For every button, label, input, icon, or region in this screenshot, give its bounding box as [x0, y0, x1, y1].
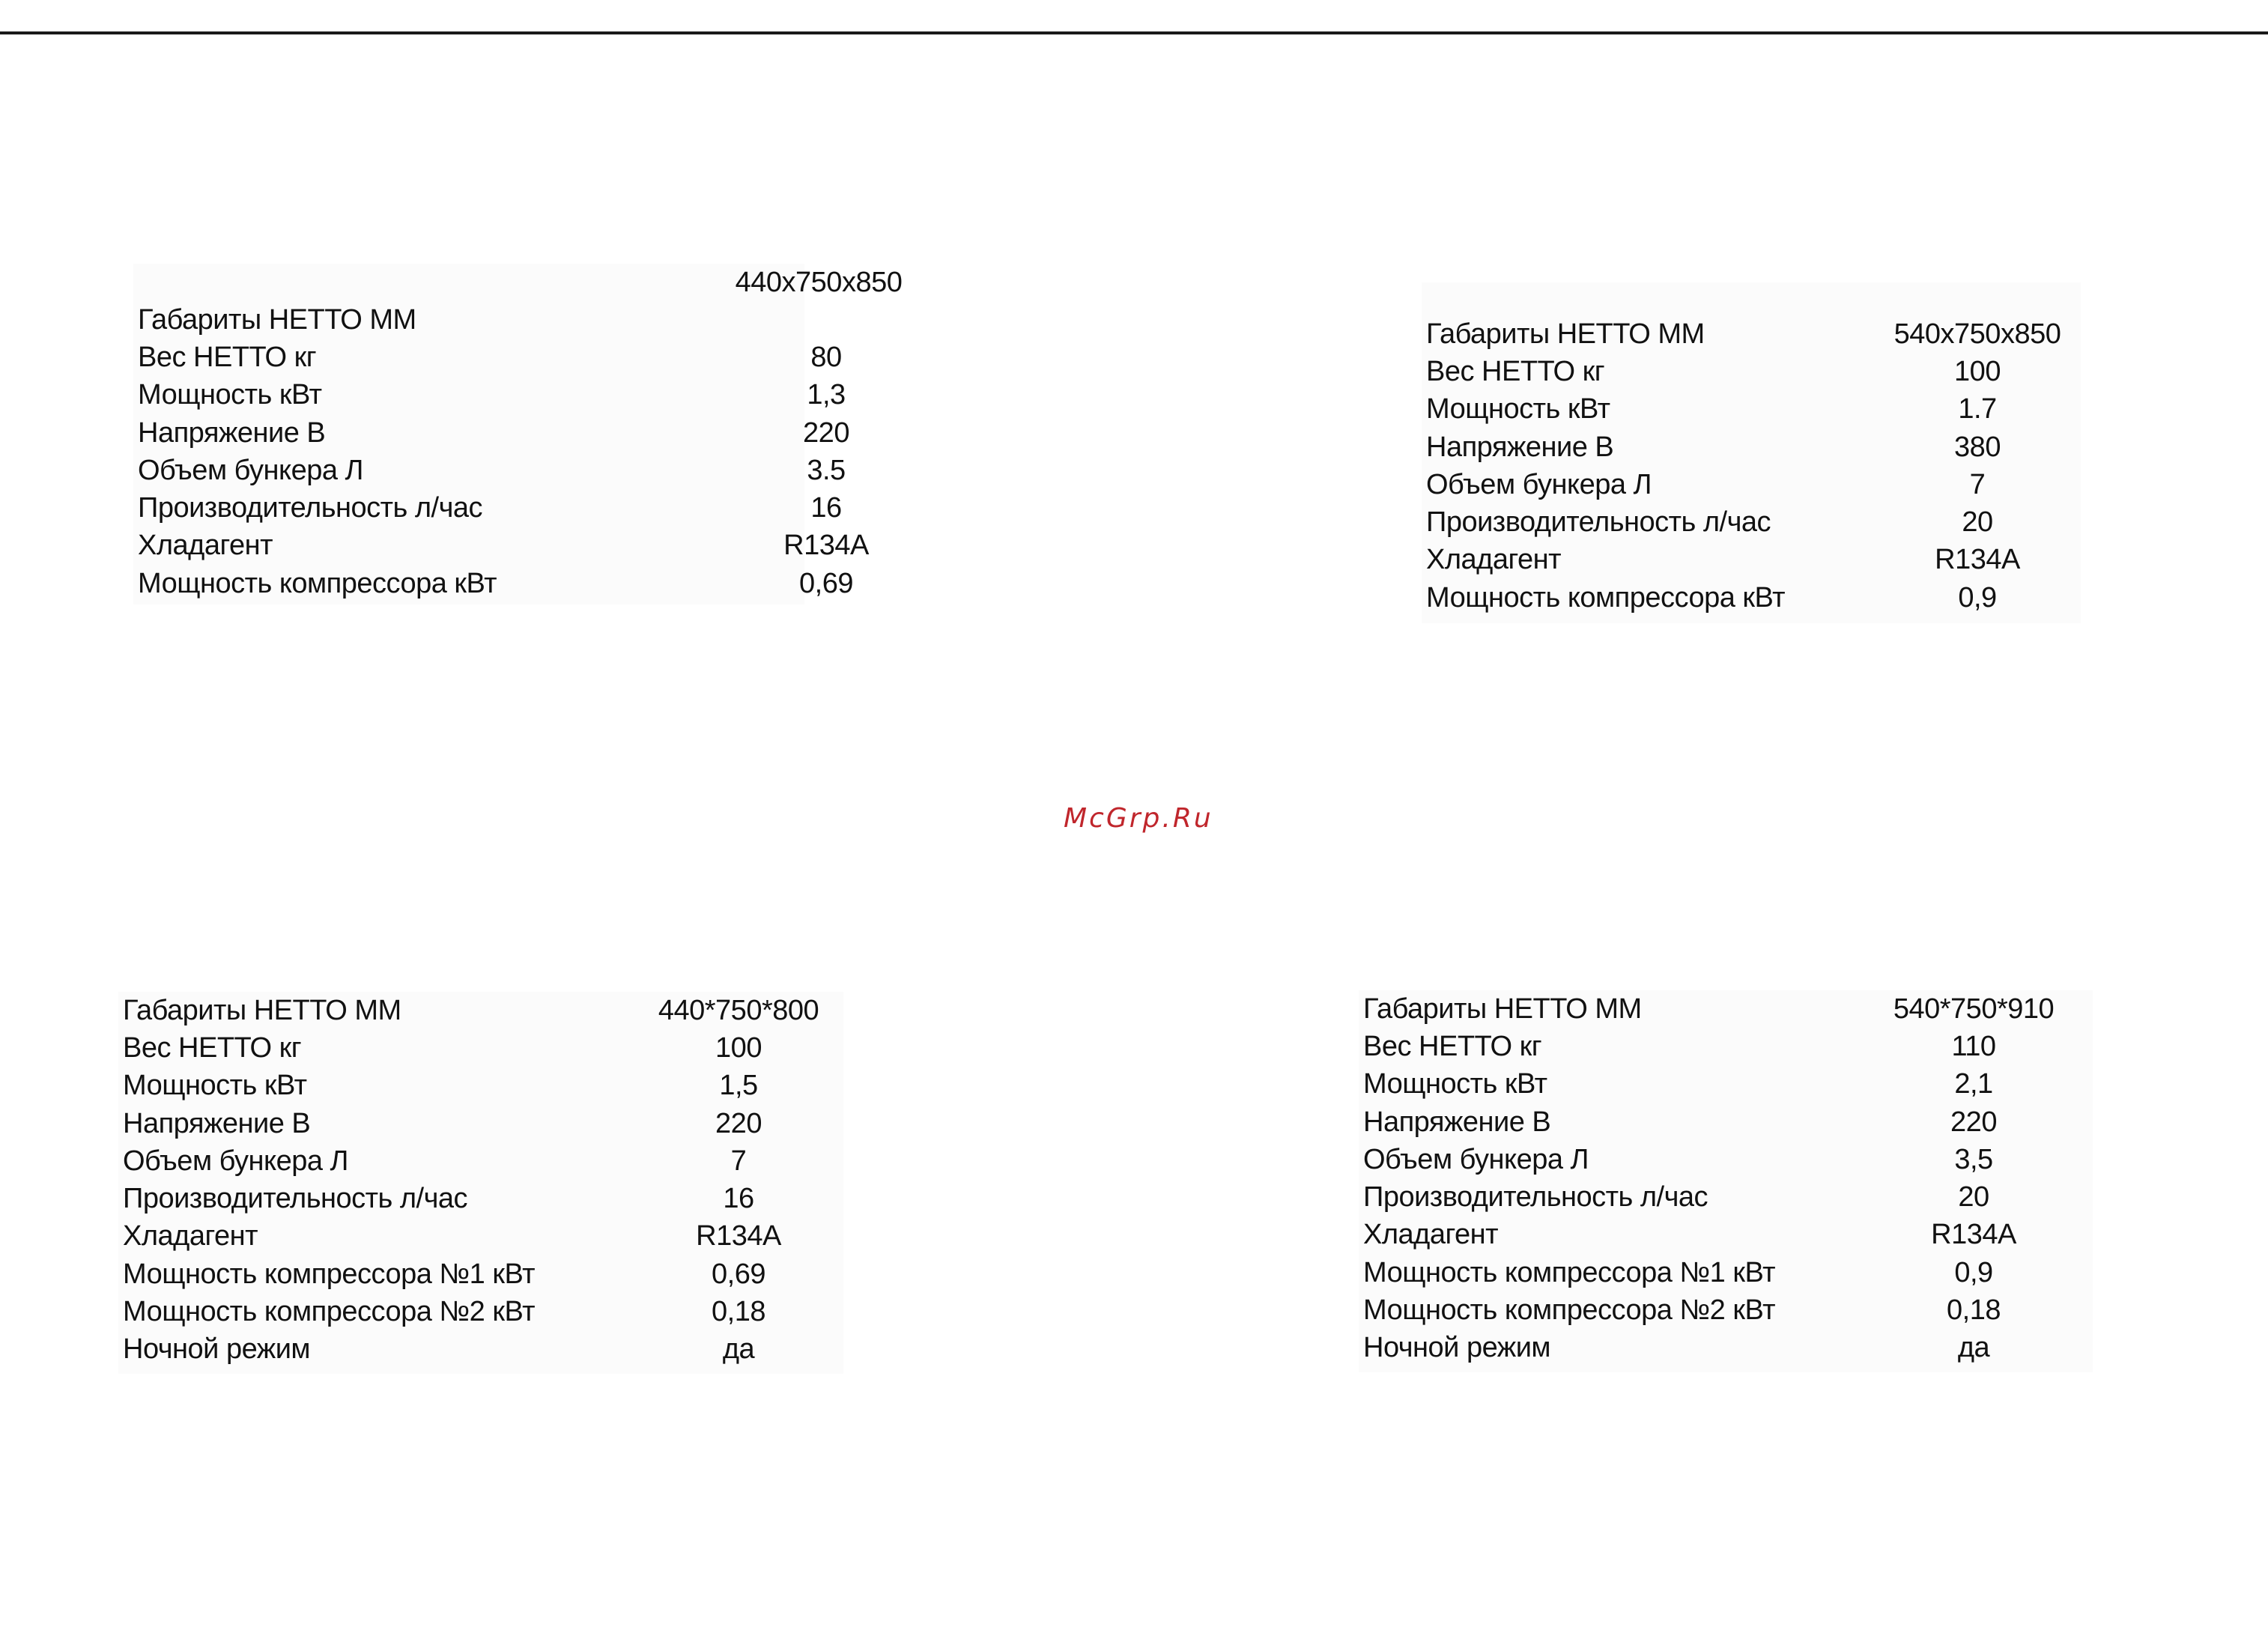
row-value: 110: [1951, 1030, 1996, 1062]
table-row: [1363, 1217, 2067, 1254]
watermark: McGrp.Ru: [1064, 803, 1213, 834]
table-2-rows: [1426, 315, 2069, 616]
spec-table-2: [1422, 282, 2081, 623]
table-row: [138, 527, 1055, 565]
row-label: Мощность компрессора №2 кВт: [123, 1296, 535, 1328]
row-value: 1.7: [1958, 393, 1997, 425]
table-row: [1426, 579, 2069, 616]
row-label: Вес НЕТТО кг: [1426, 355, 1605, 387]
table-row: [1363, 990, 2067, 1028]
spec-table-3: [118, 992, 843, 1374]
table-row: [1363, 1254, 2067, 1291]
row-value: 0,69: [712, 1258, 765, 1290]
row-label: Напряжение В: [138, 416, 326, 449]
spec-table-1: [133, 264, 903, 605]
row-value: 2,1: [1954, 1068, 1993, 1100]
row-label: Хладагент: [1363, 1219, 1499, 1251]
row-label: Хладагент: [1426, 544, 1562, 576]
table-row: [1426, 315, 2069, 353]
table-row: [138, 565, 1055, 602]
row-value: 380: [1954, 431, 2001, 463]
table-row: [1426, 428, 2069, 466]
table-1-heading-value: 440x750x850: [735, 267, 903, 298]
row-label: Ночной режим: [1363, 1332, 1551, 1364]
row-label: Объем бункера Л: [1363, 1143, 1589, 1175]
table-1-rows: [138, 301, 1055, 602]
table-row: [1426, 503, 2069, 541]
row-value: 220: [1950, 1106, 1997, 1138]
row-label: Габариты НЕТТО ММ: [1426, 318, 1705, 350]
row-value: 100: [715, 1031, 762, 1064]
table-row: [1363, 1330, 2067, 1367]
row-value: 0,18: [1947, 1294, 2001, 1327]
row-label: Вес НЕТТО кг: [123, 1031, 302, 1064]
table-row: [138, 489, 1055, 527]
row-value: 440*750*800: [658, 994, 819, 1026]
row-value: 7: [730, 1145, 747, 1177]
row-label: Хладагент: [123, 1220, 258, 1252]
table-row: [123, 992, 837, 1029]
row-label: Мощность кВт: [1363, 1068, 1547, 1100]
row-label: Производительность л/час: [1426, 506, 1771, 539]
row-value: 80: [810, 341, 842, 373]
table-row: [138, 301, 1055, 339]
row-value: 16: [723, 1183, 754, 1215]
row-label: Объем бункера Л: [123, 1145, 348, 1177]
table-row: [1426, 391, 2069, 428]
row-value: R134A: [1931, 1219, 2016, 1251]
row-value: да: [1957, 1332, 1990, 1364]
table-row: [123, 1067, 837, 1105]
row-label: Производительность л/час: [1363, 1181, 1708, 1214]
table-3-rows: [123, 992, 837, 1369]
table-row: [138, 414, 1055, 452]
row-label: Объем бункера Л: [138, 454, 363, 486]
spec-table-4: [1359, 990, 2093, 1372]
row-label: Мощность компрессора №1 кВт: [123, 1258, 535, 1290]
table-row: [1363, 1066, 2067, 1103]
table-row: [1426, 353, 2069, 390]
row-label: Мощность компрессора №1 кВт: [1363, 1256, 1775, 1288]
table-row: [1363, 1141, 2067, 1178]
row-value: 540*750*910: [1893, 993, 2055, 1025]
row-label: Напряжение В: [1426, 431, 1614, 463]
row-label: Производительность л/час: [138, 492, 483, 524]
row-value: 16: [810, 492, 842, 524]
row-label: Мощность компрессора кВт: [138, 567, 497, 599]
row-value: 220: [715, 1107, 762, 1139]
row-label: Напряжение В: [123, 1107, 311, 1139]
table-row: [123, 1218, 837, 1255]
table-row: [1363, 1291, 2067, 1329]
row-label: Мощность кВт: [1426, 393, 1610, 425]
row-value: 1,5: [719, 1070, 758, 1102]
table-4-rows: [1363, 990, 2067, 1367]
row-value: 0,18: [712, 1296, 765, 1328]
table-row: [123, 1029, 837, 1067]
row-label: Мощность компрессора кВт: [1426, 581, 1786, 614]
table-row: [123, 1293, 837, 1330]
row-label: Габариты НЕТТО ММ: [1363, 993, 1642, 1025]
top-rule: [0, 31, 2268, 34]
table-row: [123, 1255, 837, 1293]
row-value: 220: [803, 416, 849, 449]
row-label: Габариты НЕТТО ММ: [123, 994, 401, 1026]
table-row: [123, 1331, 837, 1369]
row-value: 540x750x850: [1893, 318, 2061, 350]
row-value: 0,69: [799, 567, 853, 599]
table-row: [1363, 1028, 2067, 1065]
row-value: 7: [1969, 468, 1986, 500]
row-label: Вес НЕТТО кг: [138, 341, 317, 373]
table-row: [123, 1180, 837, 1217]
table-row: [1426, 466, 2069, 503]
row-label: Мощность кВт: [138, 379, 322, 411]
row-label: Габариты НЕТТО ММ: [138, 303, 416, 336]
table-row: [1426, 542, 2069, 579]
row-value: 100: [1954, 355, 2001, 387]
table-row: [1363, 1178, 2067, 1216]
row-label: Хладагент: [138, 530, 273, 562]
table-row: [1363, 1103, 2067, 1141]
row-value: 20: [1962, 506, 1993, 539]
row-label: Мощность компрессора №2 кВт: [1363, 1294, 1775, 1327]
row-label: Объем бункера Л: [1426, 468, 1652, 500]
row-value: 20: [1958, 1181, 1989, 1214]
row-value: 0,9: [1954, 1256, 1993, 1288]
table-row: [123, 1105, 837, 1142]
table-row: [138, 452, 1055, 489]
row-value: 0,9: [1958, 581, 1997, 614]
row-label: Ночной режим: [123, 1333, 311, 1366]
table-row: [138, 339, 1055, 376]
row-value: R134A: [783, 530, 869, 562]
row-value: R134A: [1935, 544, 2020, 576]
table-row: [123, 1142, 837, 1180]
table-row: [138, 377, 1055, 414]
row-value: 1,3: [807, 379, 846, 411]
row-value: 3,5: [1954, 1143, 1993, 1175]
row-value: R134A: [696, 1220, 781, 1252]
row-label: Производительность л/час: [123, 1183, 468, 1215]
row-label: Напряжение В: [1363, 1106, 1551, 1138]
row-label: Мощность кВт: [123, 1070, 307, 1102]
row-value: да: [722, 1333, 755, 1366]
row-value: 3.5: [807, 454, 846, 486]
row-label: Вес НЕТТО кг: [1363, 1030, 1542, 1062]
